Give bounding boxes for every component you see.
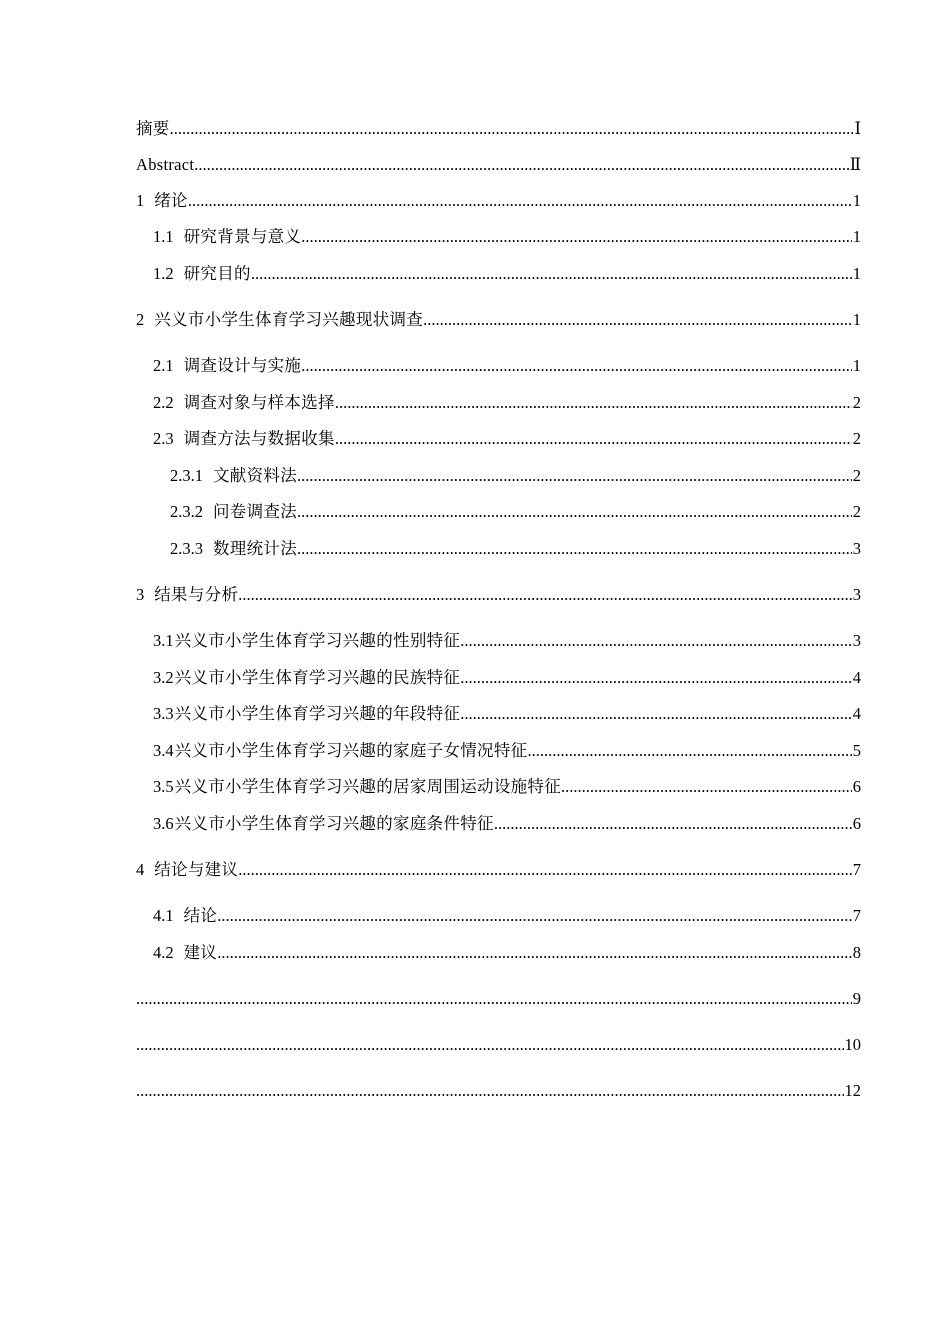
toc-entry-number: 2.3.3 (170, 539, 203, 558)
toc-entry-number: 2.3.1 (170, 466, 203, 485)
toc-dot-leader (297, 501, 852, 523)
toc-dot-leader (238, 859, 852, 881)
toc-entry-title: 研究背景与意义 (183, 227, 302, 246)
toc-entry-abstract-cn[interactable] (136, 118, 861, 140)
toc-entry-title: 调查方法与数据收集 (183, 429, 335, 448)
toc-entry-page: 1 (852, 310, 861, 329)
toc-entry-page: 8 (852, 943, 861, 962)
toc-entry-title: 调查对象与样本选择 (183, 393, 335, 412)
toc-entry-page: 10 (844, 1035, 861, 1054)
toc-entry-2-3-1[interactable] (170, 465, 861, 487)
toc-entry-number: 4.2 (153, 943, 174, 962)
toc-entry-title: 调查设计与实施 (183, 356, 302, 375)
toc-entry-title: 研究目的 (183, 264, 251, 283)
toc-entry-title: 兴义市小学生体育学习兴趣现状调查 (154, 310, 424, 329)
toc-entry-number: 2.1 (153, 356, 174, 375)
toc-entry-page: 2 (852, 466, 861, 485)
toc-entry-page: 9 (852, 989, 861, 1008)
toc-entry-page: 6 (852, 814, 861, 833)
toc-dot-leader (460, 667, 852, 689)
toc-entry-page: 6 (852, 777, 861, 796)
toc-entry-3-1[interactable] (153, 630, 861, 652)
toc-entry-3[interactable] (136, 584, 861, 606)
toc-entry-number: 3.6 (153, 814, 174, 833)
toc-dot-leader (170, 118, 854, 140)
toc-dot-leader (194, 154, 848, 176)
toc-entry-number: 2.2 (153, 393, 174, 412)
toc-entry-page: Ⅱ (849, 155, 861, 174)
toc-entry-4-2[interactable] (153, 942, 861, 964)
toc-entry-page: 5 (852, 741, 861, 760)
toc-entry-title: 兴义市小学生体育学习兴趣的家庭子女情况特征 (174, 741, 528, 760)
toc-entry-number: 2.3 (153, 429, 174, 448)
toc-entry-2-3-2[interactable] (170, 501, 861, 523)
toc-dot-leader (136, 1080, 844, 1102)
toc-entry-2-3-3[interactable] (170, 538, 861, 560)
toc-entry-page: 2 (852, 502, 861, 521)
toc-entry-number: 2.3.2 (170, 502, 203, 521)
toc-entry-title: 结果与分析 (154, 585, 239, 604)
toc-entry-page: 7 (852, 906, 861, 925)
toc-dot-leader (494, 813, 852, 835)
toc-entry-title: 结论与建议 (154, 860, 239, 879)
toc-entry-number: 4 (136, 860, 145, 879)
toc-dot-leader (251, 263, 852, 285)
toc-entry-untitled-10[interactable] (136, 1034, 861, 1056)
toc-entry-4[interactable] (136, 859, 861, 881)
toc-dot-leader (301, 355, 852, 377)
toc-entry-page: 1 (852, 356, 861, 375)
toc-entry-3-3[interactable] (153, 703, 861, 725)
toc-dot-leader (188, 190, 852, 212)
toc-dot-leader (527, 740, 851, 762)
toc-entry-title: 兴义市小学生体育学习兴趣的居家周围运动设施特征 (174, 777, 562, 796)
toc-entry-1-1[interactable] (153, 226, 861, 248)
toc-entry-title: 兴义市小学生体育学习兴趣的家庭条件特征 (174, 814, 494, 833)
toc-entry-page: 4 (852, 668, 861, 687)
toc-entry-page: 2 (852, 393, 861, 412)
toc-entry-page: 1 (852, 227, 861, 246)
toc-entry-2-1[interactable] (153, 355, 861, 377)
toc-entry-3-4[interactable] (153, 740, 861, 762)
toc-entry-title: 兴义市小学生体育学习兴趣的年段特征 (174, 704, 461, 723)
toc-entry-page: 7 (852, 860, 861, 879)
toc-entry-title: 兴义市小学生体育学习兴趣的民族特征 (174, 668, 461, 687)
toc-dot-leader (335, 428, 852, 450)
toc-entry-1[interactable] (136, 190, 861, 212)
toc-entry-number: 3.3 (153, 704, 174, 723)
toc-entry-title: 摘要 (136, 119, 170, 138)
toc-entry-number: 3.2 (153, 668, 174, 687)
toc-entry-page: 3 (852, 539, 861, 558)
toc-entry-number: 2 (136, 310, 145, 329)
toc-entry-2[interactable] (136, 309, 861, 331)
toc-entry-page: 2 (852, 429, 861, 448)
toc-entry-title: 问卷调查法 (213, 502, 297, 521)
toc-entry-page: 3 (852, 585, 861, 604)
toc-entry-page: 12 (844, 1081, 861, 1100)
toc-entry-untitled-12[interactable] (136, 1080, 861, 1102)
toc-entry-title: 建议 (183, 943, 218, 962)
toc-dot-leader (136, 988, 852, 1010)
toc-dot-leader (301, 226, 852, 248)
toc-entry-number: 3.4 (153, 741, 174, 760)
toc-entry-3-2[interactable] (153, 667, 861, 689)
toc-entry-3-6[interactable] (153, 813, 861, 835)
toc-dot-leader (217, 942, 852, 964)
toc-entry-4-1[interactable] (153, 905, 861, 927)
toc-entry-page: 1 (852, 191, 861, 210)
toc-entry-number: 3.5 (153, 777, 174, 796)
toc-dot-leader (561, 776, 852, 798)
toc-entry-number: 1.1 (153, 227, 174, 246)
toc-entry-page: 4 (852, 704, 861, 723)
toc-entry-2-3[interactable] (153, 428, 861, 450)
toc-dot-leader (297, 538, 852, 560)
toc-entry-number: 1.2 (153, 264, 174, 283)
toc-entry-title: 兴义市小学生体育学习兴趣的性别特征 (174, 631, 461, 650)
toc-dot-leader (217, 905, 852, 927)
toc-entry-number: 1 (136, 191, 145, 210)
toc-entry-page: Ⅰ (854, 119, 861, 138)
toc-dot-leader (238, 584, 852, 606)
toc-entry-number: 4.1 (153, 906, 174, 925)
toc-entry-title: 绪论 (154, 191, 188, 210)
toc-entry-number: 3 (136, 585, 145, 604)
toc-dot-leader (460, 630, 852, 652)
toc-dot-leader (335, 392, 852, 414)
toc-dot-leader (136, 1034, 844, 1056)
toc-entry-abstract-en[interactable] (136, 154, 861, 176)
toc-entry-untitled-9[interactable] (136, 988, 861, 1010)
toc-entry-page: 3 (852, 631, 861, 650)
toc-entry-title: 文献资料法 (213, 466, 297, 485)
toc-entry-title: Abstract (136, 155, 195, 174)
toc-dot-leader (297, 465, 852, 487)
toc-entry-page: 1 (852, 264, 861, 283)
toc-entry-1-2[interactable] (153, 263, 861, 285)
toc-dot-leader (460, 703, 852, 725)
toc-entry-2-2[interactable] (153, 392, 861, 414)
toc-entry-3-5[interactable] (153, 776, 861, 798)
toc-dot-leader (423, 309, 852, 331)
toc-entry-title: 结论 (183, 906, 218, 925)
toc-entry-number: 3.1 (153, 631, 174, 650)
toc-entry-title: 数理统计法 (213, 539, 297, 558)
